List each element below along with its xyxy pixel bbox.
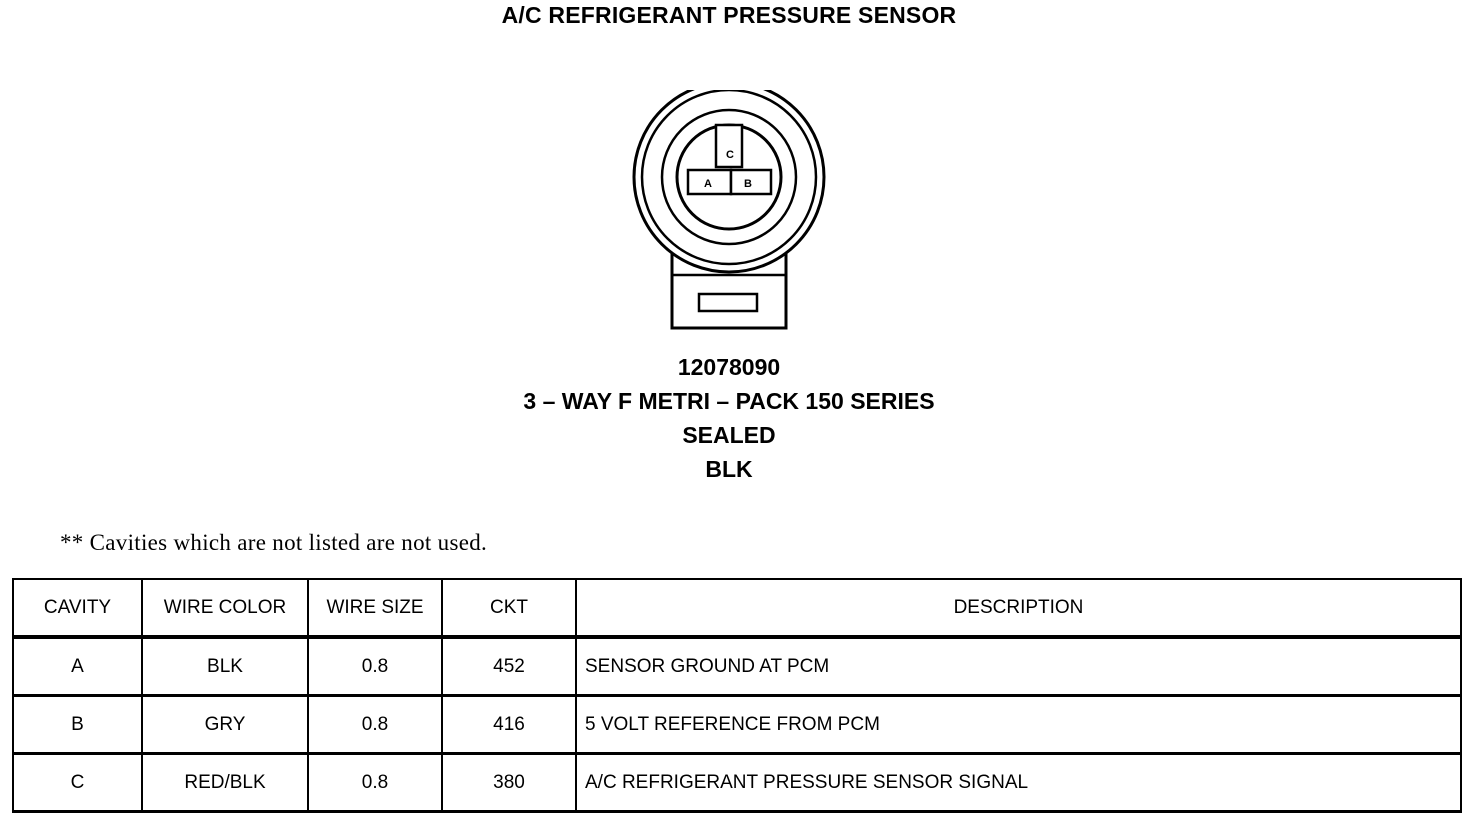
part-number: 12078090: [677, 354, 781, 380]
cell-description: 5 VOLT REFERENCE FROM PCM: [576, 696, 1461, 754]
cell-cavity: B: [13, 696, 142, 754]
cell-cavity: C: [13, 754, 142, 812]
cell-wire-color: GRY: [142, 696, 308, 754]
cell-cavity: A: [13, 637, 142, 696]
table-row: [13, 754, 1461, 812]
cavity-a-label: A: [704, 178, 712, 190]
header-wire-color: WIRE COLOR: [142, 579, 308, 637]
cell-wire-size: 0.8: [308, 754, 442, 812]
cell-wire-color: RED/BLK: [142, 754, 308, 812]
cell-ckt: 380: [442, 754, 576, 812]
cavities-note: ** Cavities which are not listed are not used.: [60, 530, 488, 555]
cell-description: A/C REFRIGERANT PRESSURE SENSOR SIGNAL: [576, 754, 1461, 812]
diagram-title: A/C REFRIGERANT PRESSURE SENSOR: [501, 2, 957, 28]
connector-face-diagram: [620, 90, 840, 340]
header-cavity: CAVITY: [13, 579, 142, 637]
cell-wire-color: BLK: [142, 637, 308, 696]
cell-description: SENSOR GROUND AT PCM: [576, 637, 1461, 696]
cell-wire-size: 0.8: [308, 696, 442, 754]
cell-wire-size: 0.8: [308, 637, 442, 696]
cell-ckt: 452: [442, 637, 576, 696]
connector-seal: SEALED: [682, 422, 776, 448]
table-row: [13, 637, 1461, 696]
cavity-b: [731, 170, 771, 194]
table-row: [13, 696, 1461, 754]
header-wire-size: WIRE SIZE: [308, 579, 442, 637]
cavity-b-label: B: [744, 178, 752, 190]
connector-color: BLK: [705, 456, 753, 482]
cavity-a: [688, 170, 731, 194]
cavity-c: [716, 125, 742, 167]
cell-ckt: 416: [442, 696, 576, 754]
header-ckt: CKT: [442, 579, 576, 637]
connector-type: 3 – WAY F METRI – PACK 150 SERIES: [523, 388, 935, 414]
table-header-row: [13, 579, 1461, 637]
pinout-table: [12, 578, 1462, 813]
header-description: DESCRIPTION: [576, 579, 1461, 637]
cavity-c-label: C: [726, 149, 734, 161]
